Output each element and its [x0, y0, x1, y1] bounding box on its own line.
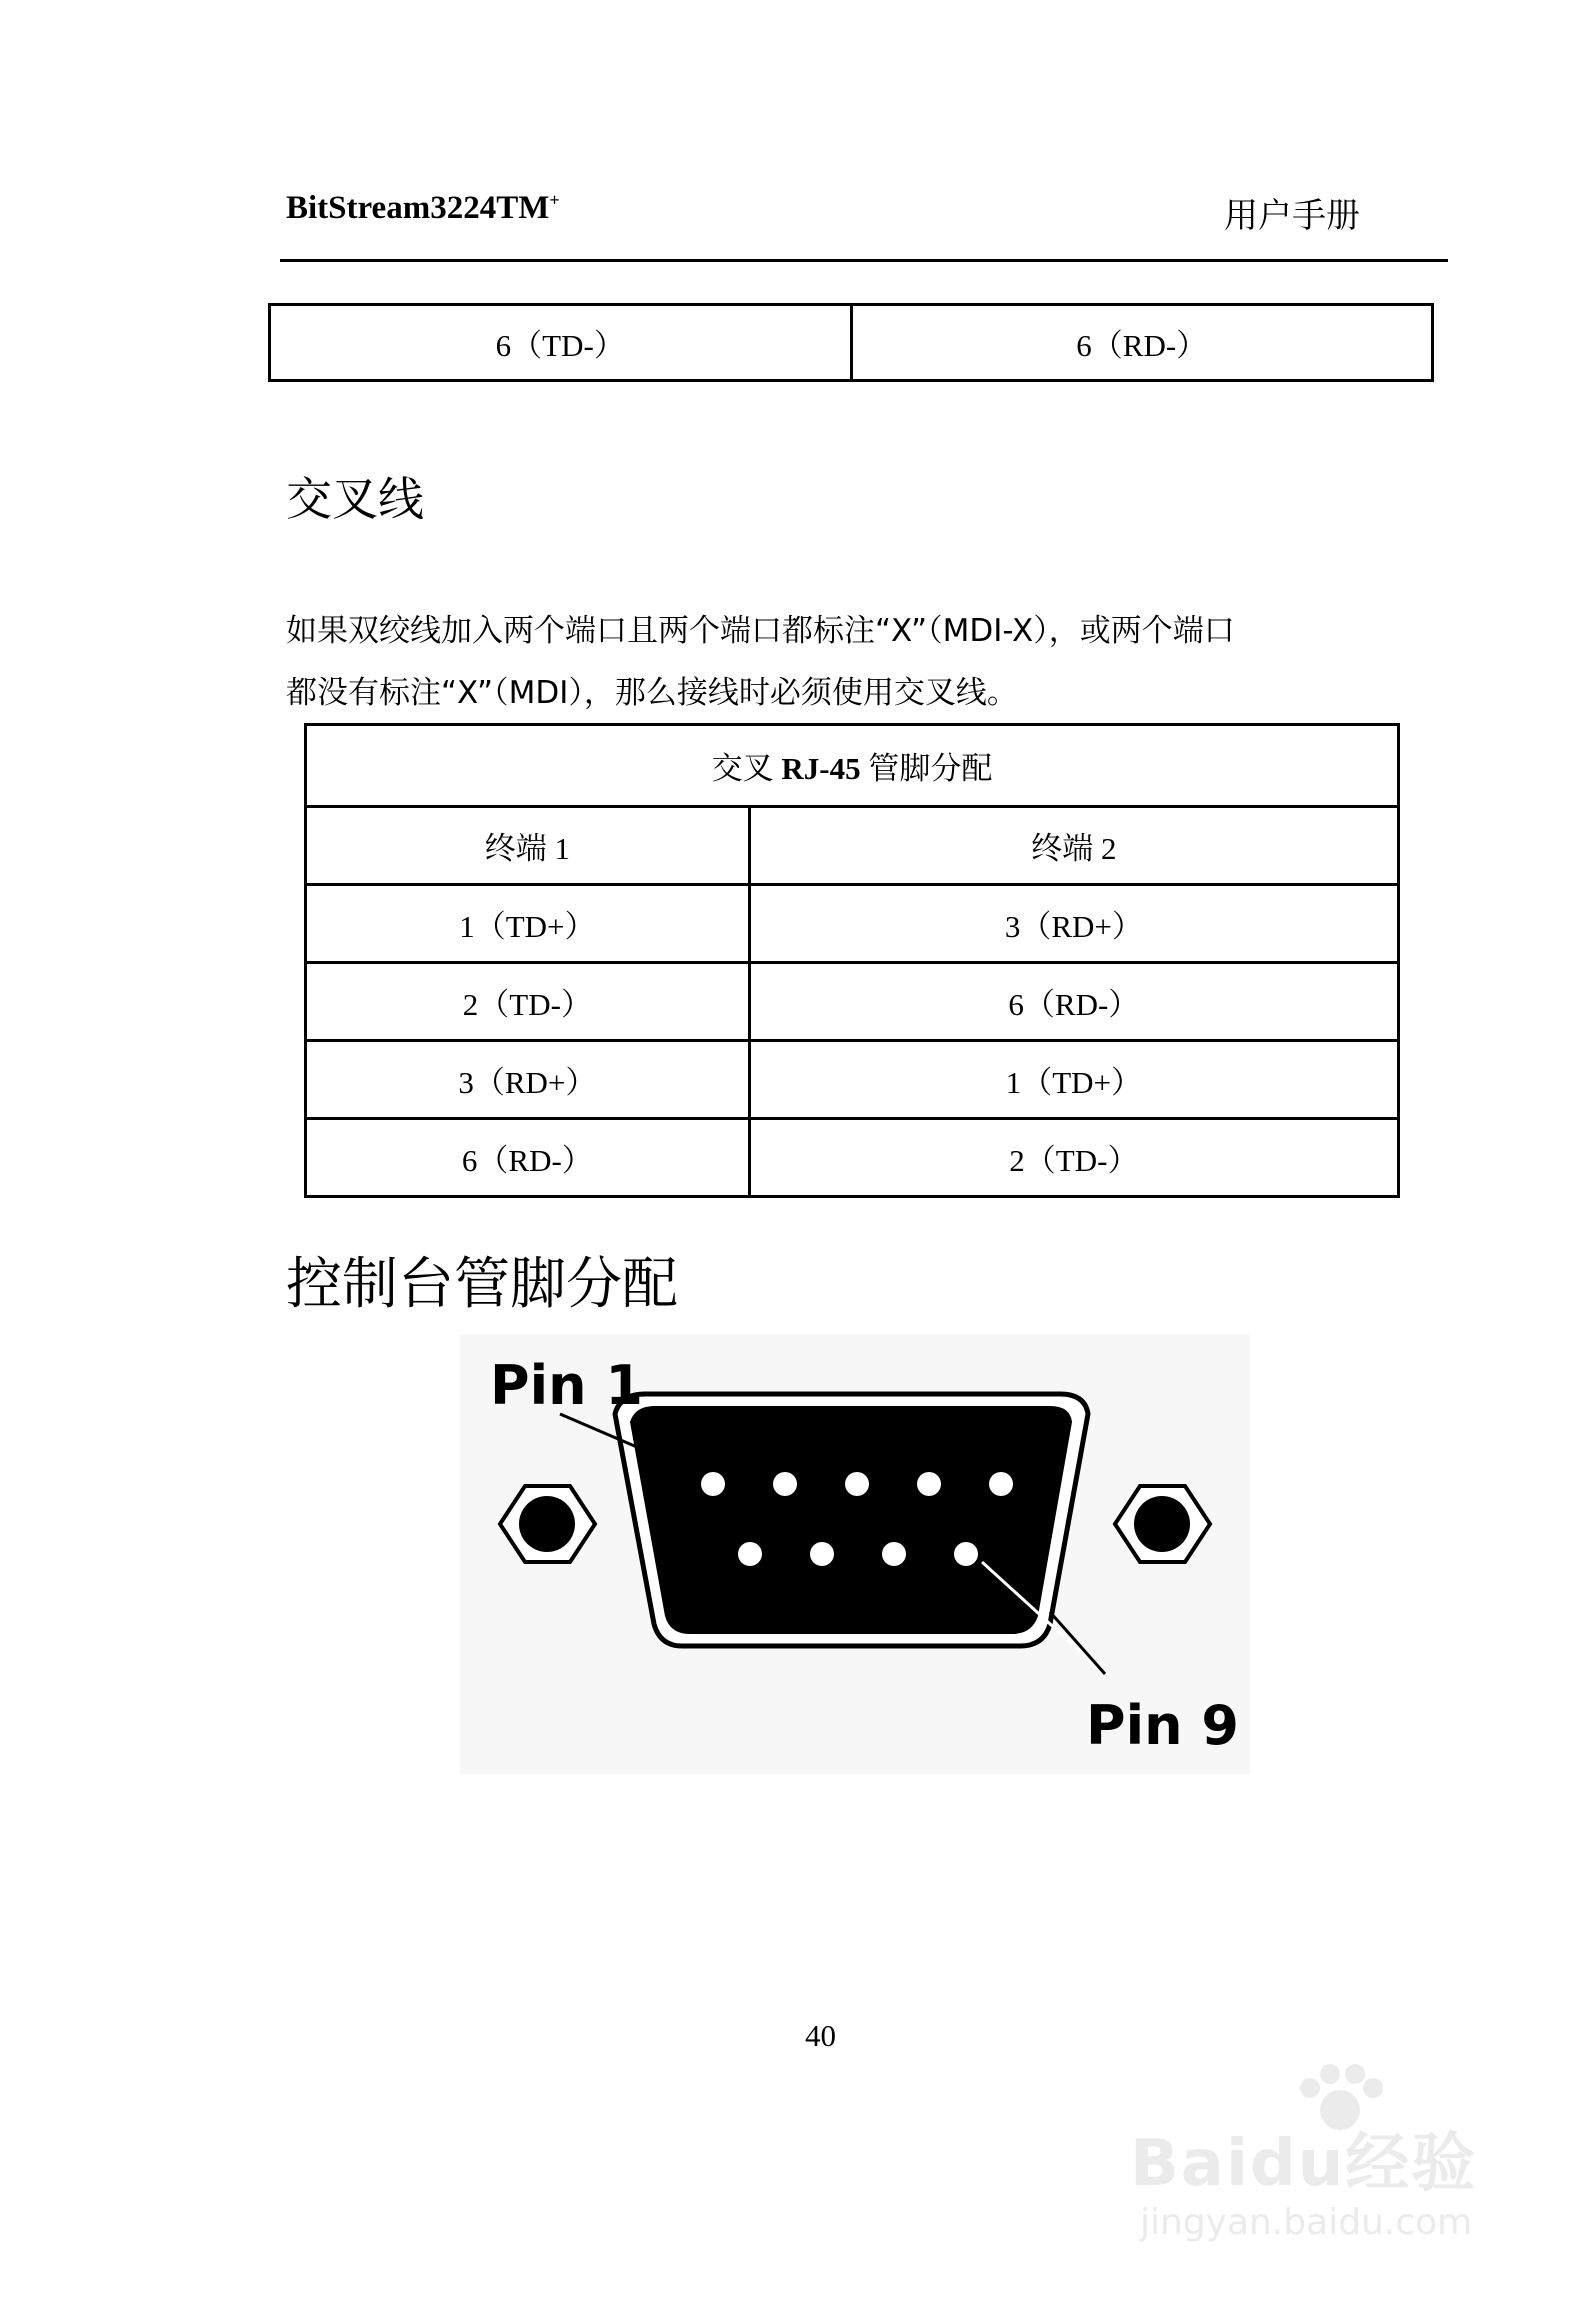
table-cell: 6（RD-） — [306, 1119, 750, 1197]
table-cell: 1（TD+） — [749, 1041, 1398, 1119]
pin-9-label: Pin 9 — [1086, 1694, 1239, 1757]
header-divider — [280, 259, 1448, 262]
pin-5 — [989, 1472, 1013, 1496]
manual-label: 用户手册 — [1224, 196, 1360, 236]
pin-4 — [917, 1472, 941, 1496]
pin-6 — [738, 1542, 762, 1566]
document-header-product — [286, 190, 560, 227]
crossover-pin-table — [304, 723, 1400, 1198]
table-row — [306, 1119, 1399, 1197]
table-row — [306, 1041, 1399, 1119]
table-header-row — [306, 807, 1399, 885]
table-cell: 6（RD-） — [749, 963, 1398, 1041]
table-cell: 2（TD-） — [749, 1119, 1398, 1197]
console-heading: 控制台管脚分配 — [286, 1252, 678, 1317]
pin-8 — [882, 1542, 906, 1566]
pin-7 — [810, 1542, 834, 1566]
table-title-row — [306, 725, 1399, 807]
crossover-paragraph-line-2: 都没有标注“X”（MDI），那么接线时必须使用交叉线。 — [286, 675, 1018, 711]
pin-3 — [845, 1472, 869, 1496]
table-title-suffix: 管脚分配 — [860, 751, 993, 786]
table-title-prefix: 交叉 — [711, 751, 782, 786]
column-header-terminal-1: 终端 1 — [306, 807, 750, 885]
table-cell: 3（RD+） — [749, 885, 1398, 963]
db9-connector-diagram — [460, 1334, 1250, 1774]
table-row — [306, 963, 1399, 1041]
crossover-heading: 交叉线 — [286, 472, 424, 526]
page-number: 40 — [805, 2018, 836, 2053]
watermark-brand: Baidu经验 — [1130, 2127, 1478, 2201]
table-cell: 3（RD+） — [306, 1041, 750, 1119]
table-cell: 6（RD-） — [851, 305, 1433, 381]
product-superscript: + — [549, 190, 560, 210]
table-title-bold: RJ-45 — [781, 751, 861, 786]
table-cell: 6（TD-） — [270, 305, 852, 381]
pin-2 — [773, 1472, 797, 1496]
product-name: BitStream3224TM — [286, 190, 550, 226]
pin-9 — [954, 1542, 978, 1566]
watermark-url: jingyan.baidu.com — [1140, 2202, 1473, 2243]
table-cell: 1（TD+） — [306, 885, 750, 963]
pin-1 — [701, 1472, 725, 1496]
table-row — [270, 305, 1433, 381]
pin-1-label: Pin 1 — [490, 1354, 643, 1417]
crossover-paragraph-line-1: 如果双绞线加入两个端口且两个端口都标注“X”（MDI-X），或两个端口 — [286, 613, 1235, 649]
straight-pin-table-continuation — [268, 303, 1434, 382]
table-cell: 2（TD-） — [306, 963, 750, 1041]
baidu-jingyan-watermark — [1130, 2060, 1500, 2260]
table-row — [306, 885, 1399, 963]
right-mounting-nut — [1115, 1486, 1210, 1562]
column-header-terminal-2: 终端 2 — [749, 807, 1398, 885]
table-title — [306, 725, 1399, 807]
connector-shell-body — [630, 1406, 1072, 1634]
left-mounting-nut — [500, 1486, 595, 1562]
